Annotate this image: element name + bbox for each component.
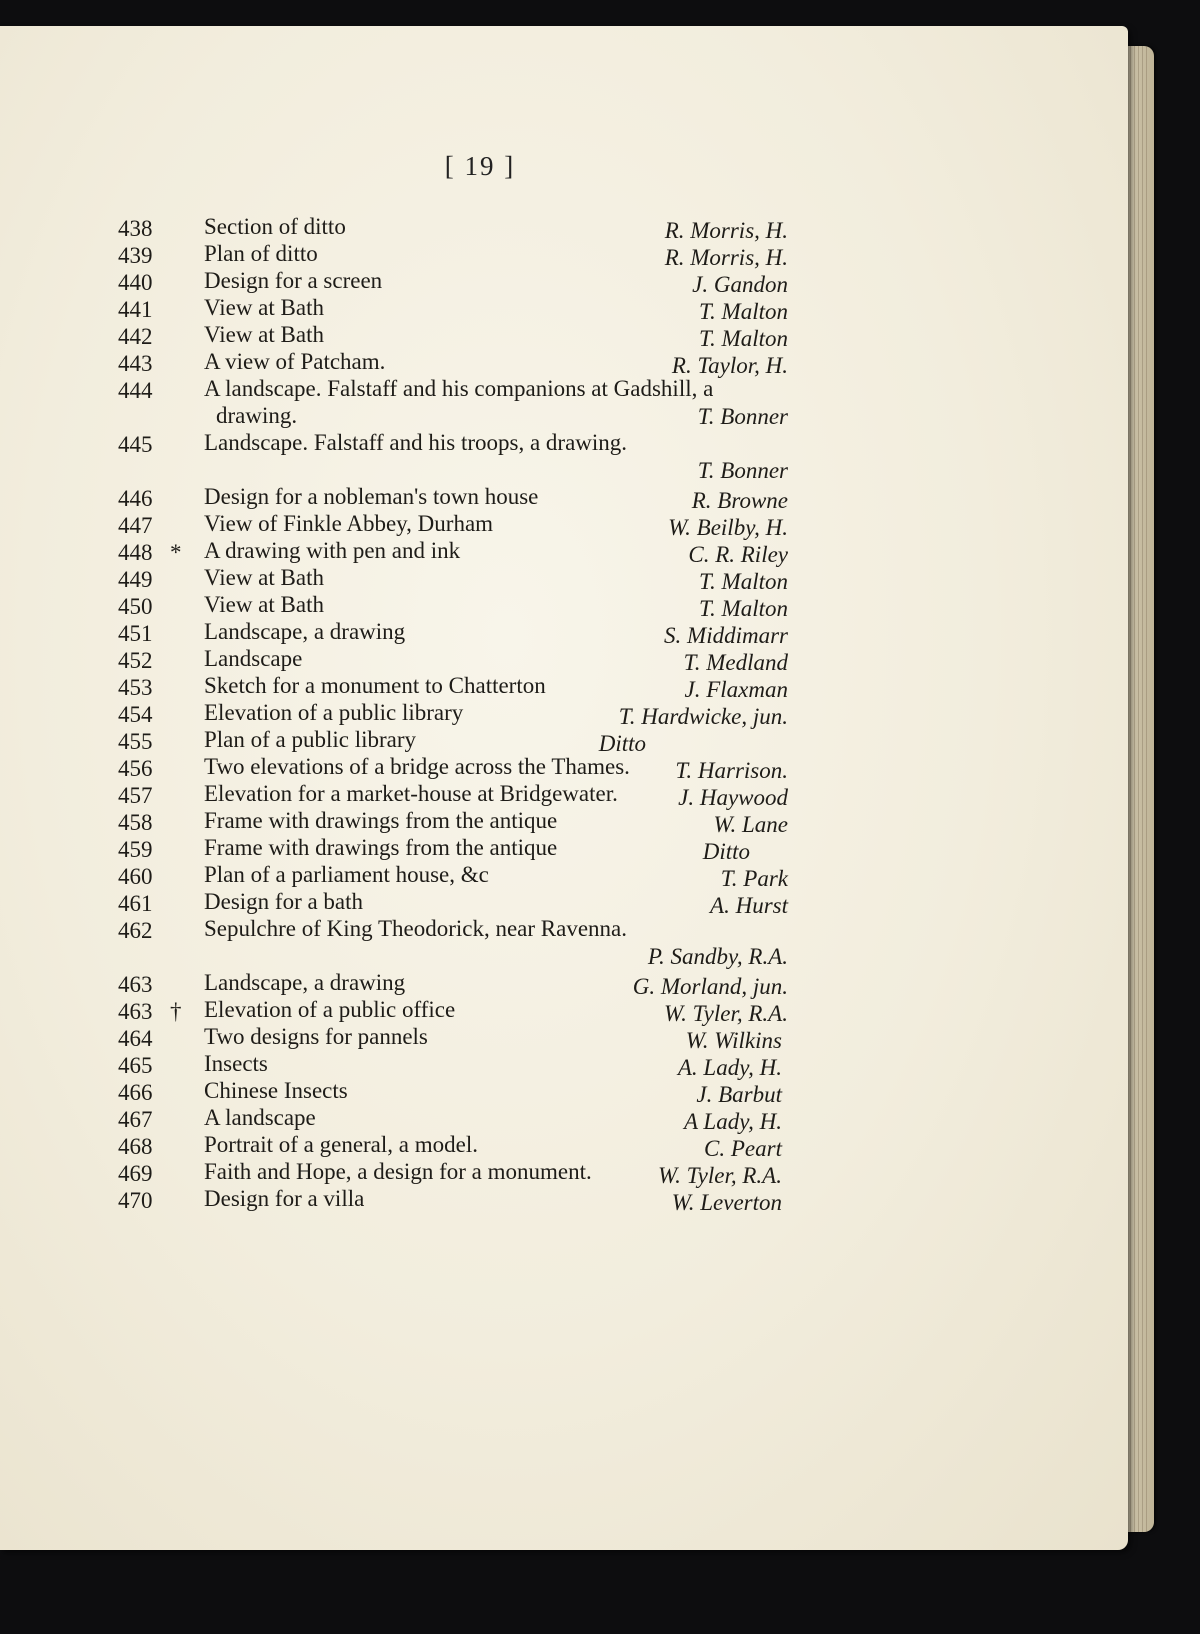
entry-title: Design for a screen [204, 268, 383, 293]
entry-artist: T. Malton [698, 569, 788, 594]
entry-number: 457 [118, 783, 153, 808]
entry-row [0, 725, 1128, 755]
entry-title: Plan of a parliament house, &c [204, 862, 489, 887]
entry-artist: W. Wilkins [685, 1028, 782, 1053]
entry-title: A landscape [204, 1105, 316, 1130]
entry-artist: P. Sandby, R.A. [647, 944, 788, 969]
entry-number: 438 [118, 216, 153, 241]
entry-artist: J. Gandon [692, 272, 788, 297]
entry-row [0, 752, 1128, 782]
entry-title: View of Finkle Abbey, Durham [204, 511, 494, 536]
entry-artist: T. Medland [683, 650, 788, 675]
entry-title: Design for a villa [204, 1186, 365, 1211]
entry-number: 449 [118, 567, 153, 592]
entry-title: Landscape [204, 646, 303, 671]
entry-number: 460 [118, 864, 153, 889]
entry-row [0, 1022, 1128, 1052]
entry-number: 439 [118, 243, 153, 268]
entry-title: Design for a nobleman's town house [204, 484, 539, 509]
entry-mark: * [170, 540, 182, 565]
entry-row [0, 509, 1128, 539]
entry-number: 450 [118, 594, 153, 619]
entry-title: Sepulchre of King Theodorick, near Ravenna. [204, 916, 628, 941]
entry-title: A landscape. Falstaff and his companions at Gadshill, a [204, 376, 714, 401]
entry-number: 447 [118, 513, 153, 538]
entry-row [0, 887, 1128, 917]
entry-row [0, 698, 1128, 728]
entry-artist: W. Lane [713, 812, 788, 837]
entry-artist: A. Hurst [710, 893, 788, 918]
entry-artist: R. Taylor, H. [671, 353, 788, 378]
entry-artist: J. Barbut [696, 1082, 782, 1107]
entry-artist: S. Middimarr [664, 623, 788, 648]
entry-artist: T. Bonner [697, 458, 788, 483]
entry-artist: Ditto [598, 731, 646, 756]
entry-number: 461 [118, 891, 153, 916]
entry-artist: Ditto [702, 839, 750, 864]
page-number: [ 19 ] [444, 151, 516, 181]
entry-row [0, 1076, 1128, 1106]
entry-title: Frame with drawings from the antique [204, 835, 558, 860]
entry-list [0, 26, 1128, 1550]
entry-title: A view of Patcham. [204, 349, 386, 374]
entry-number: 459 [118, 837, 153, 862]
entry-title: Two designs for pannels [204, 1024, 428, 1049]
entry-number: 446 [118, 486, 153, 511]
entry-row [0, 995, 1128, 1025]
entry-artist: J. Flaxman [684, 677, 788, 702]
entry-row [0, 266, 1128, 296]
entry-number: 464 [118, 1026, 153, 1051]
entry-row [0, 1184, 1128, 1214]
entry-number: 453 [118, 675, 153, 700]
entry-artist: T. Malton [698, 326, 788, 351]
entry-number: 440 [118, 270, 153, 295]
entry-number: 448 [118, 540, 153, 565]
entry-number: 451 [118, 621, 153, 646]
entry-row [0, 779, 1128, 809]
entry-artist: R. Morris, H. [664, 218, 788, 243]
entry-artist: T. Malton [698, 596, 788, 621]
entry-title: Plan of ditto [204, 241, 318, 266]
entry-row [0, 806, 1128, 836]
entry-number: 467 [118, 1107, 153, 1132]
entry-title: Faith and Hope, a design for a monument. [204, 1159, 592, 1184]
entry-artist: J. Haywood [678, 785, 788, 810]
entry-row [0, 968, 1128, 998]
entry-number: 458 [118, 810, 153, 835]
entry-artist: C. Peart [704, 1136, 782, 1161]
entry-title: Landscape. Falstaff and his troops, a drawing. [204, 430, 628, 455]
entry-number: 469 [118, 1161, 153, 1186]
entry-row [0, 860, 1128, 890]
entry-number: 443 [118, 351, 153, 376]
entry-title: Chinese Insects [204, 1078, 348, 1103]
entry-artist: T. Hardwicke, jun. [618, 704, 788, 729]
entry-title-continuation: drawing. [216, 403, 298, 428]
entry-row [0, 212, 1128, 242]
entry-artist: W. Tyler, R.A. [664, 1001, 788, 1026]
entry-artist: R. Browne [691, 488, 788, 513]
entry-title: View at Bath [204, 322, 324, 347]
entry-number: 465 [118, 1053, 153, 1078]
entry-artist: T. Malton [698, 299, 788, 324]
entry-artist: A. Lady, H. [677, 1055, 782, 1080]
entry-title: Plan of a public library [204, 727, 417, 752]
entry-number: 468 [118, 1134, 153, 1159]
entry-row [0, 914, 1128, 944]
entry-title: Portrait of a general, a model. [204, 1132, 478, 1157]
entry-row [0, 563, 1128, 593]
entry-row [0, 293, 1128, 323]
entry-number: 463 [118, 999, 153, 1024]
entry-title: Design for a bath [204, 889, 364, 914]
entry-title: Frame with drawings from the antique [204, 808, 558, 833]
entry-number: 470 [118, 1188, 153, 1213]
entry-number: 463 [118, 972, 153, 997]
entry-number: 456 [118, 756, 153, 781]
entry-row [0, 536, 1128, 566]
entry-artist: A Lady, H. [684, 1109, 782, 1134]
entry-number: 452 [118, 648, 153, 673]
entry-row [0, 833, 1128, 863]
entry-row [0, 374, 1128, 404]
entry-row [0, 239, 1128, 269]
entry-row [0, 1130, 1128, 1160]
entry-title: View at Bath [204, 295, 324, 320]
entry-row [0, 428, 1128, 458]
entry-artist: G. Morland, jun. [632, 974, 788, 999]
entry-row [0, 482, 1128, 512]
entry-title: A drawing with pen and ink [204, 538, 461, 563]
entry-row [0, 1157, 1128, 1187]
entry-title: Section of ditto [204, 214, 346, 239]
entry-artist: T. Park [720, 866, 788, 891]
entry-number: 441 [118, 297, 153, 322]
entry-title: Two elevations of a bridge across the Thames. [204, 754, 630, 779]
entry-row [0, 671, 1128, 701]
entry-artist: W. Leverton [671, 1190, 782, 1215]
entry-artist: R. Morris, H. [664, 245, 788, 270]
entry-number: 442 [118, 324, 153, 349]
entry-artist: C. R. Riley [688, 542, 788, 567]
entry-number: 444 [118, 378, 153, 403]
entry-number: 462 [118, 918, 153, 943]
entry-artist: W. Tyler, R.A. [658, 1163, 782, 1188]
entry-number: 445 [118, 432, 153, 457]
entry-number: 466 [118, 1080, 153, 1105]
entry-row [0, 347, 1128, 377]
entry-artist: T. Bonner [697, 404, 788, 429]
entry-artist: W. Beilby, H. [668, 515, 788, 540]
catalogue-page [0, 26, 1128, 1550]
entry-title: Landscape, a drawing [204, 970, 406, 995]
entry-row [0, 644, 1128, 674]
entry-title: View at Bath [204, 565, 324, 590]
entry-title: View at Bath [204, 592, 324, 617]
entry-row [0, 1049, 1128, 1079]
entry-row [0, 1103, 1128, 1133]
entry-artist: T. Harrison. [675, 758, 788, 783]
entry-row [0, 590, 1128, 620]
entry-mark: † [170, 999, 182, 1024]
entry-title: Insects [204, 1051, 268, 1076]
entry-row [0, 320, 1128, 350]
entry-title: Elevation for a market-house at Bridgewater. [204, 781, 618, 806]
entry-number: 455 [118, 729, 153, 754]
entry-title: Elevation of a public library [204, 700, 464, 725]
entry-title: Elevation of a public office [204, 997, 456, 1022]
entry-row [0, 617, 1128, 647]
entry-title: Landscape, a drawing [204, 619, 406, 644]
entry-number: 454 [118, 702, 153, 727]
entry-title: Sketch for a monument to Chatterton [204, 673, 546, 698]
